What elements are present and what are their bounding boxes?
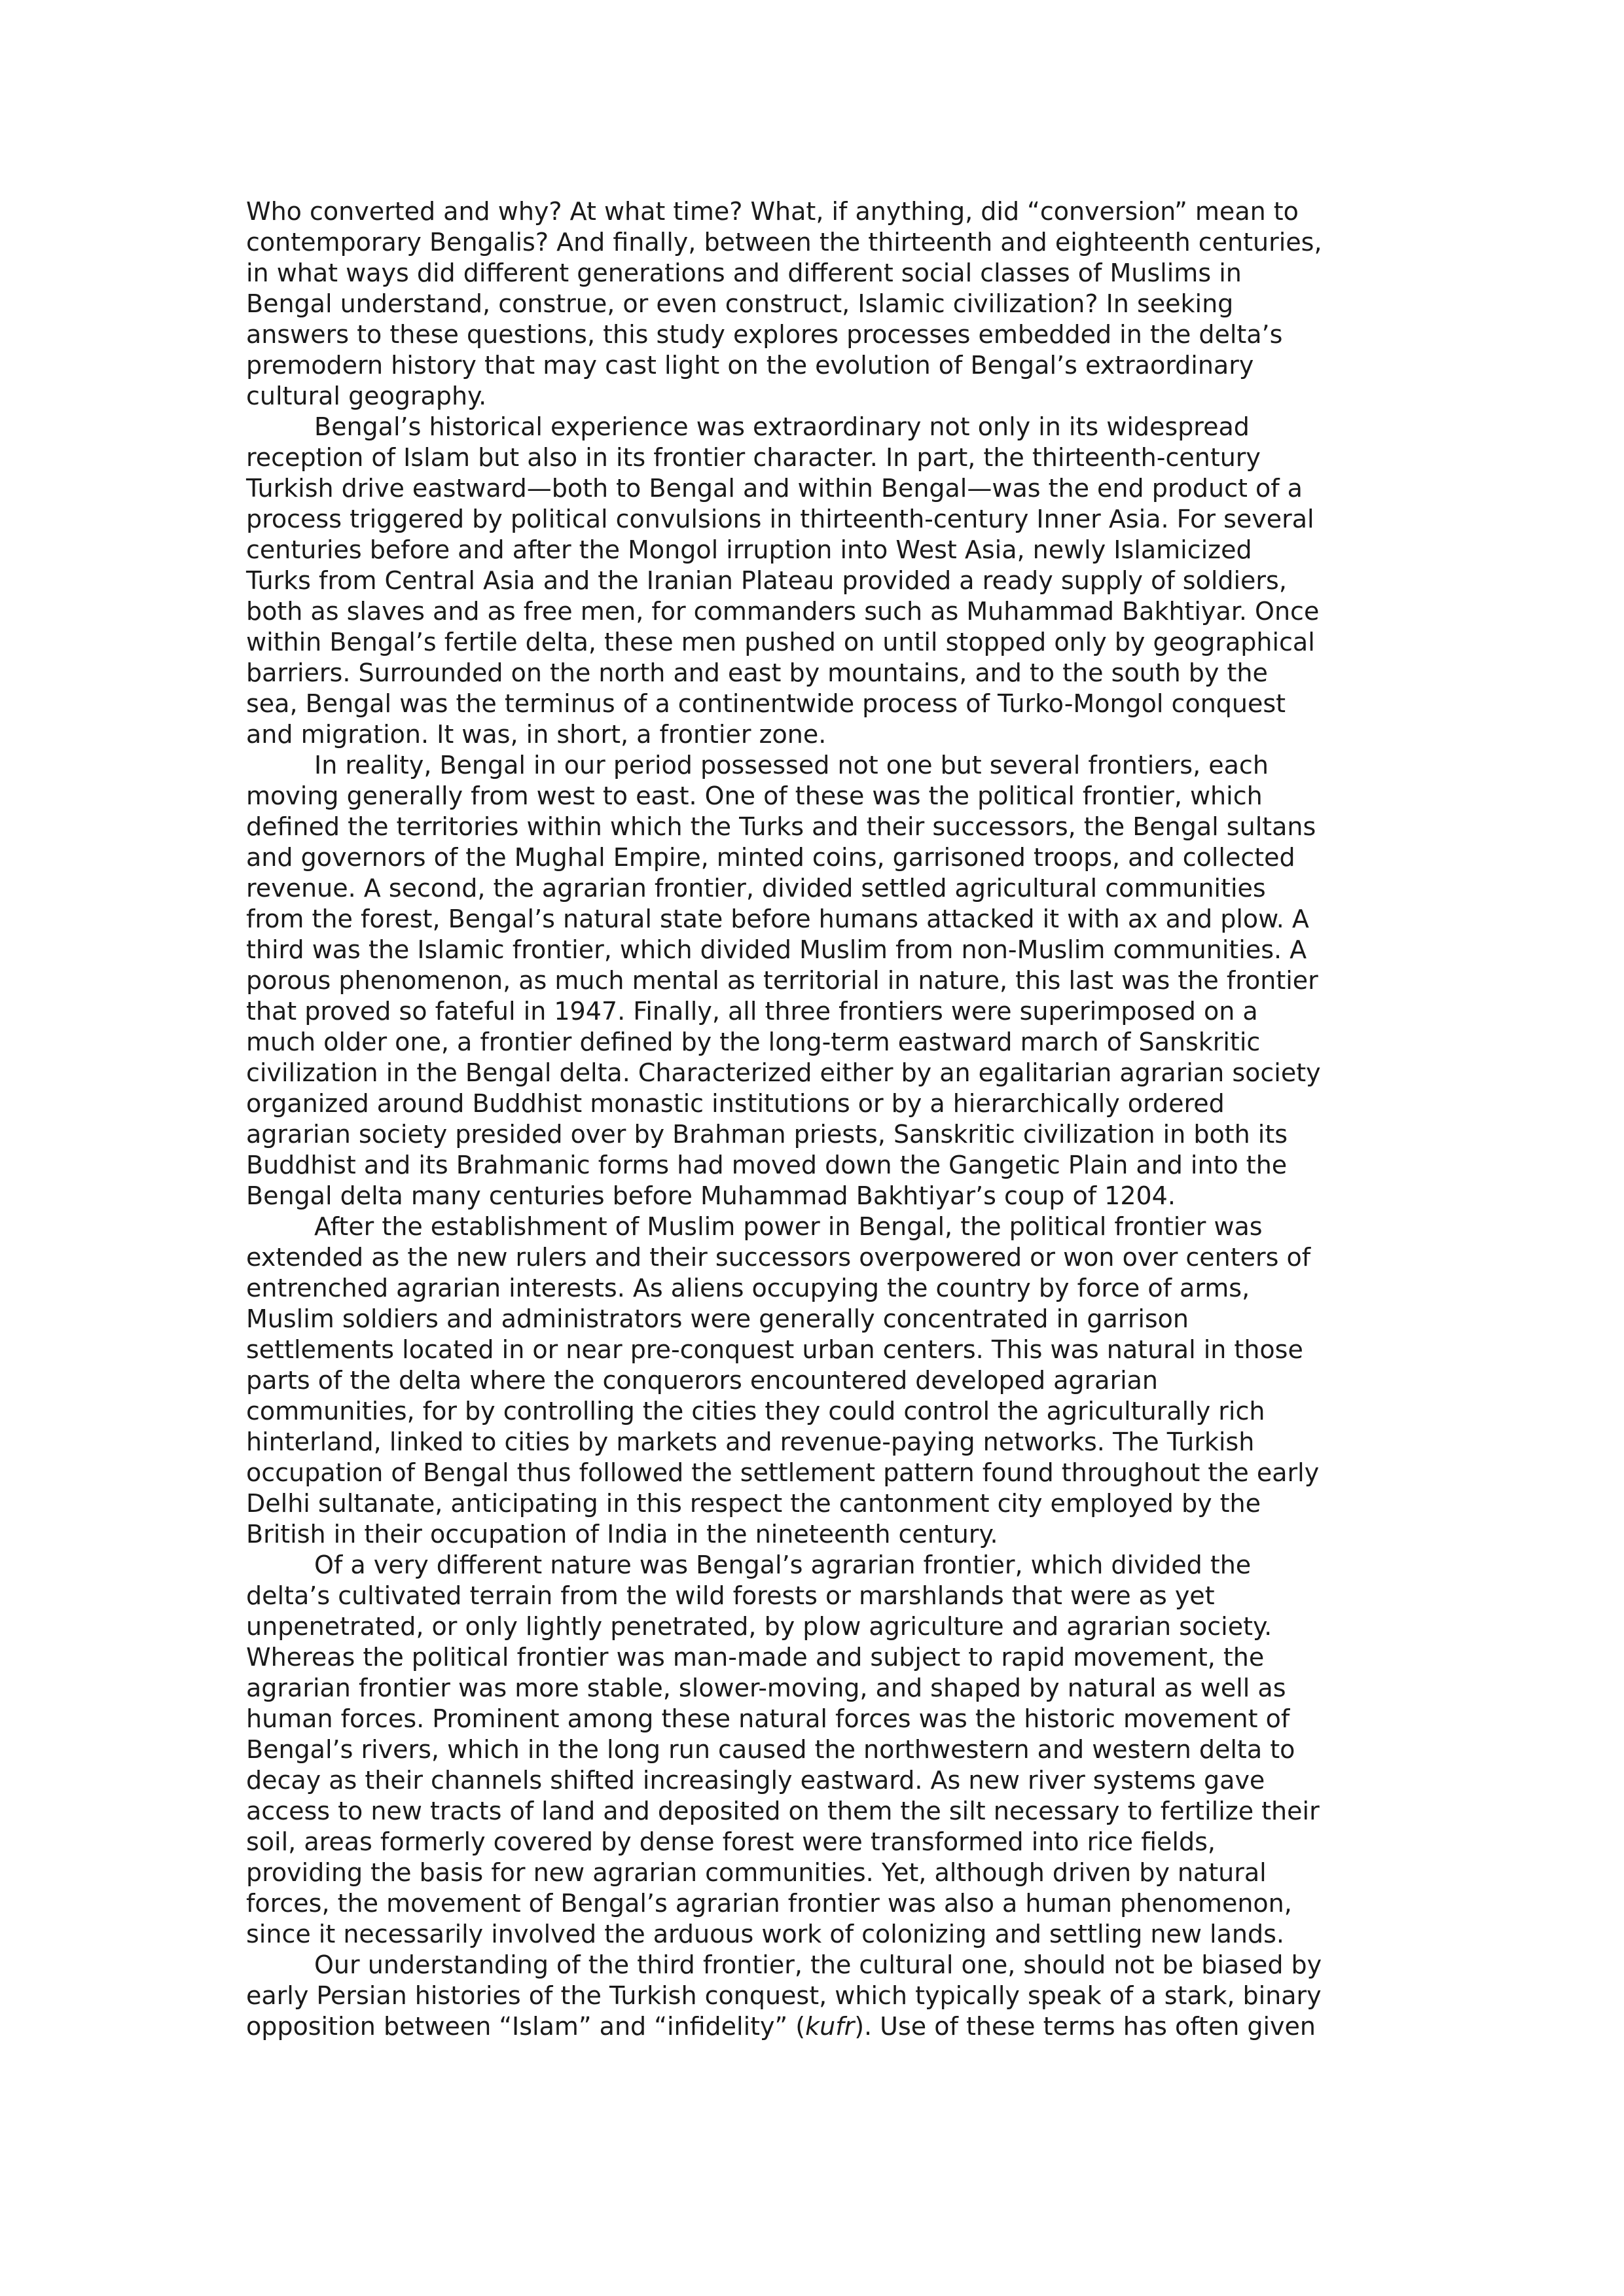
- text-line: forces, the movement of Bengal’s agrarian frontier was also a human phenomenon,: [246, 1889, 1292, 1918]
- text-line: decay as their channels shifted increasingly eastward. As new river systems gave: [246, 1766, 1265, 1795]
- text-line: access to new tracts of land and deposited on them the silt necessary to fertilize their: [246, 1797, 1320, 1825]
- text-line: hinterland, linked to cities by markets and revenue-paying networks. The Turkish: [246, 1427, 1255, 1456]
- text-line: reception of Islam but also in its frontier character. In part, the thirteenth-century: [246, 443, 1261, 472]
- paragraph: [246, 1550, 1385, 1950]
- text-line: Bengal understand, construe, or even construct, Islamic civilization? In seeking: [246, 289, 1234, 318]
- text-line: Muslim soldiers and administrators were generally concentrated in garrison: [246, 1304, 1189, 1333]
- text-line: Our understanding of the third frontier, the cultural one, should not be biased by: [314, 1950, 1322, 1979]
- body-text: [246, 196, 1385, 2042]
- text-line: British in their occupation of India in the nineteenth century.: [246, 1520, 998, 1549]
- text-line: occupation of Bengal thus followed the settlement pattern found throughout the early: [246, 1458, 1320, 1487]
- text-line: Buddhist and its Brahmanic forms had moved down the Gangetic Plain and into the: [246, 1151, 1288, 1179]
- text-line: delta’s cultivated terrain from the wild forests or marshlands that were as yet: [246, 1581, 1215, 1610]
- paragraph: [246, 1950, 1385, 2042]
- text-line: revenue. A second, the agrarian frontier, divided settled agricultural communities: [246, 874, 1266, 903]
- text-segment: opposition between “Islam” and “infidelity” (: [246, 2012, 806, 2041]
- text-line: from the forest, Bengal’s natural state before humans attacked it with ax and plow. A: [246, 905, 1309, 933]
- text-line: and governors of the Mughal Empire, minted coins, garrisoned troops, and collected: [246, 843, 1295, 872]
- text-line: Turks from Central Asia and the Iranian Plateau provided a ready supply of soldiers,: [246, 566, 1287, 595]
- text-line: third was the Islamic frontier, which divided Muslim from non-Muslim communities. A: [246, 935, 1307, 964]
- text-line: that proved so fateful in 1947. Finally, all three frontiers were superimposed on a: [246, 997, 1258, 1026]
- text-line: entrenched agrarian interests. As aliens occupying the country by force of arms,: [246, 1274, 1250, 1302]
- text-line: porous phenomenon, as much mental as territorial in nature, this last was the frontier: [246, 966, 1318, 995]
- text-line: organized around Buddhist monastic institutions or by a hierarchically ordered: [246, 1089, 1225, 1118]
- paragraph: [246, 1211, 1385, 1550]
- text-line: Delhi sultanate, anticipating in this respect the cantonment city employed by the: [246, 1489, 1261, 1518]
- text-line: Whereas the political frontier was man-made and subject to rapid movement, the: [246, 1643, 1265, 1672]
- text-line: both as slaves and as free men, for commanders such as Muhammad Bakhtiyar. Once: [246, 597, 1320, 626]
- text-line: agrarian frontier was more stable, slower-moving, and shaped by natural as well as: [246, 1674, 1286, 1702]
- text-line: since it necessarily involved the arduous work of colonizing and settling new lands.: [246, 1920, 1284, 1948]
- text-line: Who converted and why? At what time? What, if anything, did “conversion” mean to: [246, 197, 1299, 226]
- text-line: agrarian society presided over by Brahman priests, Sanskritic civilization in both its: [246, 1120, 1288, 1149]
- paragraph: [246, 196, 1385, 412]
- paragraph: [246, 750, 1385, 1211]
- text-line: sea, Bengal was the terminus of a continentwide process of Turko-Mongol conquest: [246, 689, 1286, 718]
- text-line: Bengal’s historical experience was extraordinary not only in its widespread: [314, 412, 1250, 441]
- text-line: early Persian histories of the Turkish conquest, which typically speak of a stark, binary: [246, 1981, 1322, 2010]
- text-line: Of a very different nature was Bengal’s agrarian frontier, which divided the: [314, 1551, 1252, 1579]
- text-line: civilization in the Bengal delta. Characterized either by an egalitarian agrarian society: [246, 1058, 1321, 1087]
- text-line: extended as the new rulers and their successors overpowered or won over centers of: [246, 1243, 1311, 1272]
- text-line: soil, areas formerly covered by dense forest were transformed into rice fields,: [246, 1827, 1216, 1856]
- italic-term: kufr: [805, 2012, 855, 2041]
- text-line: Bengal delta many centuries before Muhammad Bakhtiyar’s coup of 1204.: [246, 1181, 1176, 1210]
- text-line: moving generally from west to east. One of these was the political frontier, which: [246, 781, 1263, 810]
- text-line: Turkish drive eastward—both to Bengal and within Bengal—was the end product of a: [246, 474, 1303, 503]
- text-line: defined the territories within which the Turks and their successors, the Bengal sultans: [246, 812, 1316, 841]
- text-line: within Bengal’s fertile delta, these men pushed on until stopped only by geographical: [246, 628, 1315, 656]
- text-line: answers to these questions, this study explores processes embedded in the delta’s: [246, 320, 1283, 349]
- text-line: and migration. It was, in short, a frontier zone.: [246, 720, 827, 749]
- text-line: settlements located in or near pre-conquest urban centers. This was natural in those: [246, 1335, 1303, 1364]
- text-line: communities, for by controlling the cities they could control the agriculturally rich: [246, 1397, 1265, 1426]
- text-line: unpenetrated, or only lightly penetrated, by plow agriculture and agrarian society.: [246, 1612, 1272, 1641]
- text-line: [246, 2011, 1385, 2042]
- text-line: In reality, Bengal in our period possessed not one but several frontiers, each: [314, 751, 1269, 780]
- text-line: human forces. Prominent among these natural forces was the historic movement of: [246, 1704, 1290, 1733]
- text-line: in what ways did different generations and different social classes of Muslims in: [246, 259, 1242, 287]
- text-line: premodern history that may cast light on the evolution of Bengal’s extraordinary: [246, 351, 1254, 380]
- text-line: process triggered by political convulsions in thirteenth-century Inner Asia. For several: [246, 505, 1314, 533]
- paragraph: [246, 412, 1385, 750]
- text-line: much older one, a frontier defined by the long-term eastward march of Sanskritic: [246, 1028, 1261, 1056]
- text-segment: ). Use of these terms has often given: [854, 2012, 1316, 2041]
- text-line: parts of the delta where the conquerors encountered developed agrarian: [246, 1366, 1159, 1395]
- text-line: providing the basis for new agrarian communities. Yet, although driven by natural: [246, 1858, 1267, 1887]
- text-line: barriers. Surrounded on the north and east by mountains, and to the south by the: [246, 658, 1268, 687]
- text-line: Bengal’s rivers, which in the long run caused the northwestern and western delta to: [246, 1735, 1295, 1764]
- text-line: centuries before and after the Mongol irruption into West Asia, newly Islamicized: [246, 535, 1252, 564]
- text-line: contemporary Bengalis? And finally, between the thirteenth and eighteenth centuries,: [246, 228, 1322, 257]
- text-line: After the establishment of Muslim power in Bengal, the political frontier was: [314, 1212, 1263, 1241]
- text-line: cultural geography.: [246, 382, 487, 410]
